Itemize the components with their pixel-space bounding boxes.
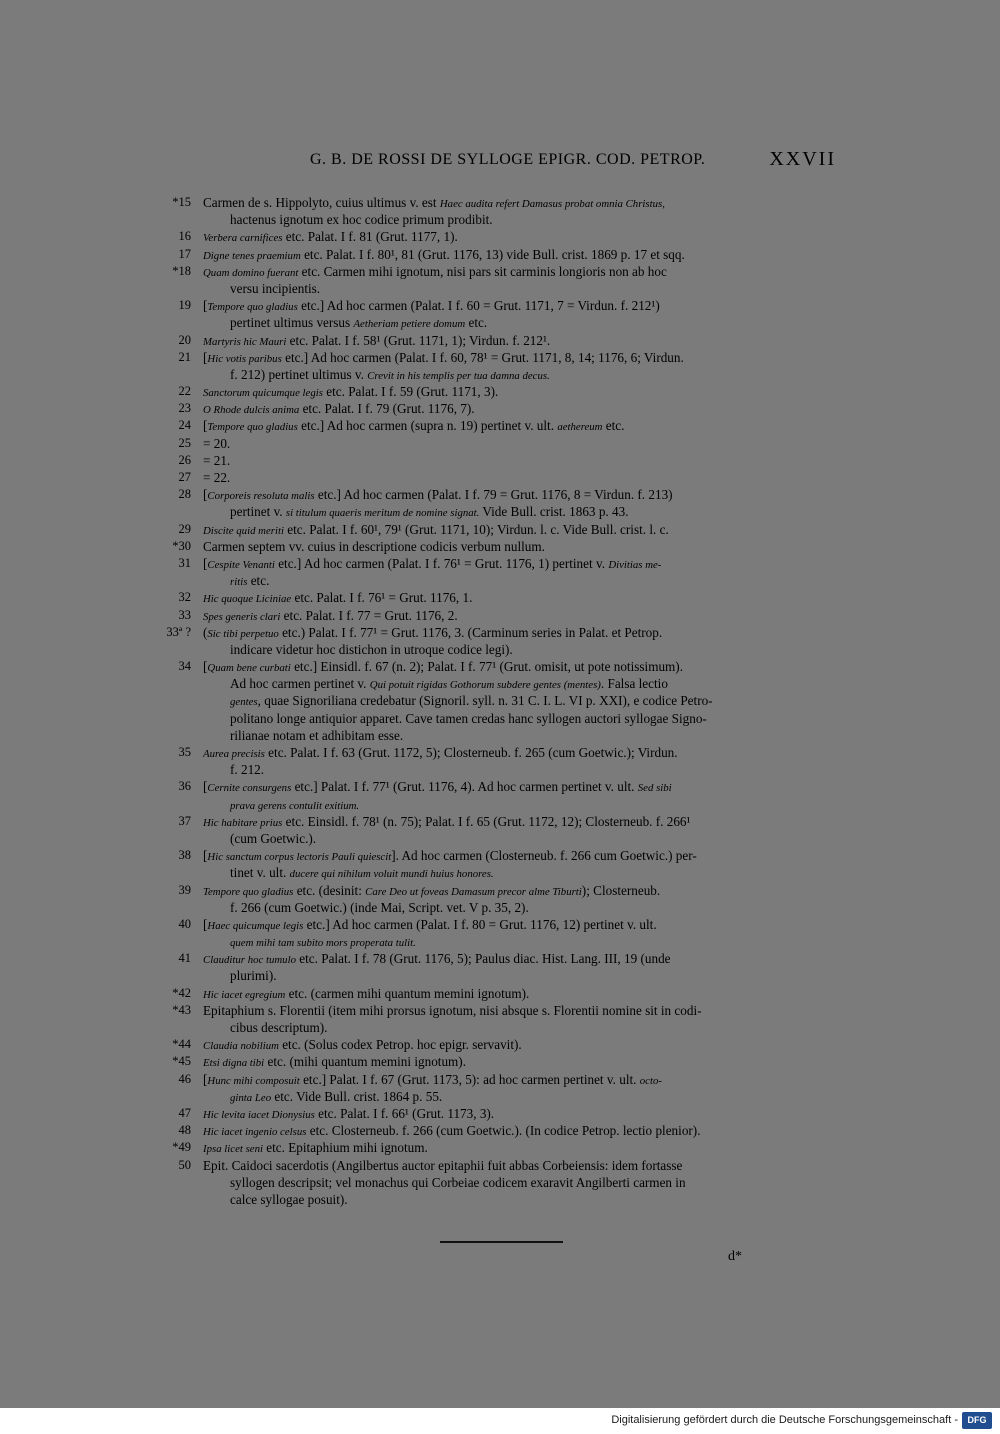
- entry-item: [160, 194, 838, 228]
- entry-number: 38: [178, 848, 191, 863]
- entry-text: rilianae notam et adhibitam esse.: [230, 727, 404, 743]
- entry-text: etc. Palat. I f. 77 = Grut. 1176, 2.: [280, 607, 458, 623]
- entry-line: [203, 1019, 838, 1036]
- incipit-text: Hic habitare prius: [203, 816, 283, 829]
- entry-number: 33ª ?: [166, 624, 191, 639]
- entry-line: [203, 641, 838, 658]
- entry-item: [160, 538, 838, 555]
- entry-text: etc. Epitaphium mihi ignotum.: [262, 1140, 428, 1156]
- entry-text: etc.] Ad hoc carmen (supra n. 19) pertinet v. ult.: [297, 418, 558, 434]
- entry-number: *43: [172, 1002, 191, 1017]
- entry-line: [203, 658, 838, 675]
- incipit-text: Tempore quo gladius: [207, 301, 298, 314]
- entry-line: [203, 710, 838, 727]
- entry-line: [203, 675, 838, 692]
- entry-item: [160, 263, 838, 297]
- entry-item: [160, 1105, 838, 1122]
- entry-line: [203, 916, 838, 933]
- entry-text: hactenus ignotum ex hoc codice primum prodibit.: [230, 212, 493, 228]
- entry-line: [203, 383, 838, 400]
- entry-line: [203, 967, 838, 984]
- entry-text: f. 266 (cum Goetwic.) (inde Mai, Script. vet. V p. 35, 2).: [230, 899, 529, 915]
- entry-text: [: [203, 848, 208, 864]
- entry-item: [160, 589, 838, 606]
- entry-line: [203, 228, 838, 245]
- entry-line: [203, 503, 838, 520]
- entry-number: *30: [172, 538, 191, 553]
- entry-line: [203, 607, 838, 624]
- incipit-text: Cernite consurgens: [207, 782, 292, 795]
- entry-item: [160, 383, 838, 400]
- entry-item: [160, 1139, 838, 1156]
- entry-line: [203, 417, 838, 434]
- entry-text: etc. Palat. I f. 76¹ = Grut. 1176, 1.: [291, 590, 473, 606]
- entry-number: 20: [178, 332, 191, 347]
- entry-item: [160, 916, 838, 950]
- entry-number: 48: [178, 1123, 191, 1138]
- incipit-text: Tempore quo gladius: [207, 421, 298, 434]
- entry-line: [203, 194, 838, 211]
- incipit-text: Cespite Venanti: [207, 558, 275, 571]
- incipit-text: Hic levita iacet Dionysius: [203, 1108, 315, 1121]
- entry-line: [203, 847, 838, 864]
- entry-text: etc. Palat. I f. 60¹, 79¹ (Grut. 1171, 10); Virdun. l. c. Vide Bull. crist. l. c.: [283, 521, 669, 537]
- entry-number: 40: [178, 916, 191, 931]
- entry-text: etc. (carmen mihi quantum memini ignotum).: [285, 985, 530, 1001]
- entry-item: [160, 452, 838, 469]
- entry-item: [160, 297, 838, 331]
- entry-text: (cum Goetwic.).: [230, 830, 317, 846]
- entry-text: . Falsa lectio: [600, 676, 668, 692]
- entry-text: [: [203, 916, 208, 932]
- entry-line: [203, 624, 838, 641]
- section-rule: [440, 1241, 563, 1243]
- entry-text: versu incipientis.: [230, 280, 321, 296]
- incipit-text: Martyris hic Mauri: [203, 335, 287, 348]
- entry-text: etc. (Solus codex Petrop. hoc epigr. servavit).: [278, 1037, 522, 1053]
- incipit-text: Hic quoque Liciniae: [203, 593, 292, 606]
- entry-number: 23: [178, 401, 191, 416]
- entry-text: plurimi).: [230, 968, 277, 984]
- incipit-text: Clauditur hoc tumulo: [203, 954, 296, 967]
- entry-line: [203, 882, 838, 899]
- entry-item: [160, 985, 838, 1002]
- incipit-text: Sed sibi: [637, 782, 672, 795]
- entry-text: etc.] Ad hoc carmen (Palat. I f. 80 = Grut. 1176, 12) pertinet v. ult.: [303, 916, 657, 932]
- incipit-text: si titulum quaeris meritum de nomine signat.: [285, 507, 480, 520]
- incipit-text: Hic sanctum corpus lectoris Pauli quiescit: [207, 851, 392, 864]
- entry-text: Ad hoc carmen pertinet v.: [230, 676, 370, 692]
- entry-text: etc.] Ad hoc carmen (Palat. I f. 76¹ = Grut. 1176, 1) pertinet v.: [274, 555, 609, 571]
- entry-text: syllogen descripsit; vel monachus qui Corbeiae codicem exaravit Angilberti carmen in: [230, 1174, 686, 1190]
- entry-text: etc. Carmen mihi ignotum, nisi pars sit carminis longioris non ab hoc: [298, 263, 667, 279]
- incipit-text: Hic votis paribus: [207, 352, 282, 365]
- entry-text: f. 212.: [230, 762, 265, 778]
- entry-text: [: [203, 298, 208, 314]
- entry-line: [203, 521, 838, 538]
- entry-number: 41: [178, 951, 191, 966]
- entry-number: *42: [172, 985, 191, 1000]
- entry-number: *44: [172, 1037, 191, 1052]
- entry-number: *49: [172, 1140, 191, 1155]
- entry-text: etc. Closterneub. f. 266 (cum Goetwic.). (In codice Petrop. lectio plenior).: [306, 1123, 701, 1139]
- entry-text: [: [203, 487, 208, 503]
- entry-text: tinet v. ult.: [230, 865, 290, 881]
- incipit-text: Haec audita refert Damasus probat omnia Christus,: [439, 198, 665, 210]
- incipit-text: gentes: [230, 696, 258, 709]
- entry-number: 32: [178, 590, 191, 605]
- entry-number: 34: [178, 659, 191, 674]
- entry-number: 33: [178, 607, 191, 622]
- entry-line: [203, 1088, 838, 1105]
- entry-item: [160, 882, 838, 916]
- entry-list: [160, 194, 838, 1208]
- entry-text: etc. Vide Bull. crist. 1864 p. 55.: [271, 1088, 443, 1104]
- incipit-text: Ipsa licet seni: [203, 1143, 263, 1156]
- incipit-text: O Rhode dulcis anima: [203, 404, 300, 417]
- entry-item: [160, 417, 838, 434]
- entry-line: [203, 864, 838, 881]
- incipit-text: ritis: [230, 576, 248, 589]
- entry-item: [160, 349, 838, 383]
- entry-item: [160, 521, 838, 538]
- entry-text: etc.] Palat. I f. 77¹ (Grut. 1176, 4). Ad hoc carmen pertinet v. ult.: [291, 779, 638, 795]
- entry-number: *45: [172, 1054, 191, 1069]
- dfg-logo-icon: DFG: [962, 1412, 992, 1429]
- entry-text: etc. Palat. I f. 59 (Grut. 1171, 3).: [322, 384, 499, 400]
- entry-text: = 20.: [203, 435, 231, 451]
- entry-number: 36: [178, 779, 191, 794]
- entry-item: [160, 1053, 838, 1070]
- incipit-text: quem mihi tam subito mors properata tulit.: [230, 937, 416, 950]
- funding-notice: Digitalisierung gefördert durch die Deutsche Forschungsgemeinschaft -: [611, 1414, 958, 1426]
- entry-line: [203, 1174, 838, 1191]
- entry-line: [203, 933, 838, 950]
- entry-line: [203, 830, 838, 847]
- page-number: XXVII: [769, 148, 836, 170]
- entry-line: [203, 1036, 838, 1053]
- entry-line: [203, 950, 838, 967]
- entry-line: [203, 899, 838, 916]
- entry-number: *18: [172, 263, 191, 278]
- entry-text: = 22.: [203, 470, 231, 485]
- entry-line: [203, 1105, 838, 1122]
- entry-line: [203, 211, 838, 228]
- incipit-text: Hunc mihi composuit: [207, 1074, 300, 1087]
- incipit-text: ginta Leo: [230, 1091, 272, 1104]
- entry-line: [203, 778, 838, 795]
- entry-item: [160, 228, 838, 245]
- entry-text: etc.] Ad hoc carmen (Palat. I f. 79 = Grut. 1176, 8 = Virdun. f. 213): [314, 487, 673, 503]
- entry-text: Epit. Caidoci sacerdotis (Angilbertus auctor epitaphii fuit abbas Corbeiensis: idem fortasse: [203, 1157, 683, 1173]
- entry-text: etc. Palat. I f. 63 (Grut. 1172, 5); Closterneub. f. 265 (cum Goetwic.); Virdun.: [264, 745, 678, 760]
- entry-number: 31: [178, 555, 191, 570]
- entry-number: 39: [178, 882, 191, 897]
- incipit-text: Etsi digna tibi: [203, 1057, 265, 1070]
- entry-line: [203, 1122, 838, 1139]
- incipit-text: Claudia nobilium: [203, 1040, 279, 1053]
- entry-item: [160, 1122, 838, 1139]
- entry-line: [203, 469, 838, 486]
- entry-text: etc. Einsidl. f. 78¹ (n. 75); Palat. I f. 65 (Grut. 1172, 12); Closterneub. f. 266¹: [282, 813, 691, 829]
- entry-item: [160, 469, 838, 486]
- incipit-text: Discite quid meriti: [203, 524, 284, 537]
- incipit-text: Divitias me-: [608, 558, 662, 571]
- entry-line: [203, 366, 838, 383]
- incipit-text: Tempore quo gladius: [203, 885, 294, 898]
- entry-line: [203, 538, 838, 555]
- entry-item: [160, 435, 838, 452]
- incipit-text: Quam bene curbati: [207, 662, 291, 675]
- entry-text: etc. Palat. I f. 66¹ (Grut. 1173, 3).: [314, 1105, 495, 1121]
- incipit-text: Aurea precisis: [203, 748, 265, 760]
- entry-text: etc. (desinit:: [293, 882, 366, 898]
- entry-text: etc. Palat. I f. 79 (Grut. 1176, 7).: [299, 401, 475, 417]
- entry-item: [160, 400, 838, 417]
- entry-text: etc.: [465, 315, 488, 331]
- incipit-text: octo-: [639, 1074, 662, 1087]
- entry-number: 28: [178, 487, 191, 502]
- entry-line: [203, 314, 838, 331]
- entry-line: [203, 692, 838, 709]
- incipit-text: Hic iacet ingenio celsus: [203, 1126, 307, 1139]
- entry-item: [160, 332, 838, 349]
- entry-text: etc.] Ad hoc carmen (Palat. I f. 60, 78¹ = Grut. 1171, 8, 14; 1176, 6; Virdun.: [281, 349, 684, 365]
- entry-line: [203, 1191, 838, 1208]
- entry-number: 46: [178, 1071, 191, 1086]
- incipit-text: Quam domino fuerant: [203, 266, 299, 279]
- entry-line: [203, 332, 838, 349]
- entry-number: 24: [178, 418, 191, 433]
- entry-line: [203, 727, 838, 744]
- entry-item: [160, 1071, 838, 1105]
- entry-item: [160, 744, 838, 778]
- entry-line: [203, 263, 838, 280]
- entry-text: etc. Palat. I f. 81 (Grut. 1177, 1).: [282, 229, 458, 245]
- running-title: G. B. DE ROSSI DE SYLLOGE EPIGR. COD. PETROP.: [310, 151, 706, 168]
- entry-text: etc.] Palat. I f. 67 (Grut. 1173, 5): ad hoc carmen pertinet v. ult.: [299, 1071, 640, 1087]
- entry-line: [203, 1139, 838, 1156]
- incipit-text: Haec quicumque legis: [207, 919, 304, 932]
- entry-text: etc. Palat. I f. 78 (Grut. 1176, 5); Paulus diac. Hist. Lang. III, 19 (unde: [295, 951, 671, 967]
- entry-line: [203, 280, 838, 297]
- signature-mark: d*: [728, 1249, 742, 1264]
- incipit-text: ducere qui nihilum voluit mundi huius honores.: [289, 868, 494, 881]
- entry-text: [: [203, 659, 208, 675]
- entry-text: Carmen septem vv. cuius in descriptione codicis verbum nullum.: [203, 538, 545, 554]
- entry-number: 16: [178, 229, 191, 244]
- entry-number: 29: [178, 521, 191, 536]
- entry-item: [160, 555, 838, 589]
- entry-text: etc.: [602, 418, 625, 434]
- entry-text: politano longe antiquior apparet. Cave tamen credas hanc syllogen auctori syllogae Signo-: [230, 710, 707, 726]
- incipit-text: aethereum: [557, 421, 603, 434]
- entry-item: [160, 950, 838, 984]
- entry-text: pertinet v.: [230, 504, 286, 520]
- entry-line: [203, 555, 838, 572]
- incipit-text: Qui potuit rigidas Gothorum subdere gentes (mentes): [369, 679, 601, 692]
- entry-item: [160, 778, 838, 812]
- entry-text: etc.: [247, 573, 270, 589]
- entry-number: 47: [178, 1105, 191, 1120]
- entry-number: 19: [178, 298, 191, 313]
- entry-item: [160, 486, 838, 520]
- entry-line: [203, 297, 838, 314]
- incipit-text: Digne tenes praemium: [203, 249, 301, 262]
- entry-line: [203, 400, 838, 417]
- entry-number: 26: [178, 452, 191, 467]
- entry-text: Epitaphium s. Florentii (item mihi prorsus ignotum, nisi absque s. Florentii nomine sit in codi-: [203, 1002, 702, 1018]
- entry-line: [203, 452, 838, 469]
- entry-number: 50: [178, 1157, 191, 1172]
- entry-line: [203, 744, 838, 761]
- entry-number: 22: [178, 384, 191, 399]
- incipit-text: Sic tibi perpetuo: [207, 627, 279, 640]
- entry-number: *15: [172, 195, 191, 209]
- entry-item: [160, 1002, 838, 1036]
- footer-bar: [0, 1408, 1000, 1434]
- entry-item: [160, 1157, 838, 1209]
- entry-item: [160, 1036, 838, 1053]
- entry-item: [160, 624, 838, 658]
- entry-text: calce syllogae posuit).: [230, 1191, 348, 1207]
- entry-text: (: [203, 624, 208, 640]
- entry-line: [203, 435, 838, 452]
- entry-text: etc. (mihi quantum memini ignotum).: [264, 1054, 466, 1070]
- page-header: [170, 148, 836, 172]
- entry-line: [203, 1071, 838, 1088]
- entry-line: [203, 796, 838, 813]
- entry-text: f. 212) pertinet ultimus v.: [230, 366, 368, 382]
- entry-text: [: [203, 418, 208, 434]
- entry-text: cibus descriptum).: [230, 1020, 328, 1035]
- entry-text: pertinet ultimus versus: [230, 315, 354, 331]
- incipit-text: Hic iacet egregium: [203, 988, 286, 1001]
- incipit-text: Verbera carnifices: [203, 232, 283, 245]
- entry-text: [: [203, 555, 208, 571]
- entry-text: [: [203, 779, 208, 795]
- entry-text: etc. Palat. I f. 58¹ (Grut. 1171, 1); Virdun. f. 212¹.: [286, 332, 551, 348]
- entry-line: [203, 1157, 838, 1174]
- entry-line: [203, 1002, 838, 1019]
- entry-number: 21: [178, 349, 191, 364]
- entry-text: [: [203, 349, 208, 365]
- incipit-text: Sanctorum quicumque legis: [203, 387, 323, 400]
- entry-number: 25: [178, 435, 191, 450]
- incipit-text: Spes generis clari: [203, 610, 281, 623]
- entry-line: [203, 813, 838, 830]
- incipit-text: prava gerens contulit exitium.: [230, 799, 360, 812]
- entry-item: [160, 813, 838, 847]
- entry-line: [203, 572, 838, 589]
- entry-text: [: [203, 1071, 208, 1087]
- entry-text: etc.) Palat. I f. 77¹ = Grut. 1176, 3. (Carminum series in Palat. et Petrop.: [278, 624, 663, 640]
- entry-text: = 21.: [203, 452, 231, 468]
- entry-text: Carmen de s. Hippolyto, cuius ultimus v. est: [203, 195, 440, 210]
- entry-text: ]. Ad hoc carmen (Closterneub. f. 266 cum Goetwic.) per-: [391, 848, 697, 864]
- entry-line: [203, 1053, 838, 1070]
- entry-item: [160, 847, 838, 881]
- entry-line: [203, 589, 838, 606]
- entry-number: 17: [178, 246, 191, 261]
- incipit-text: Aetheriam petiere domum: [353, 318, 466, 331]
- entry-text: etc.] Einsidl. f. 67 (n. 2); Palat. I f. 77¹ (Grut. omisit, ut pote notissimum).: [290, 659, 683, 675]
- entry-number: 35: [178, 745, 191, 759]
- entry-text: indicare videtur hoc distichon in utroque codice legi).: [230, 641, 513, 657]
- entry-line: [203, 486, 838, 503]
- incipit-text: Care Deo ut foveas Damasum precor alme Tiburti: [365, 885, 582, 898]
- entry-text: ); Closterneub.: [581, 882, 661, 898]
- entry-line: [203, 246, 838, 263]
- entry-text: etc. Palat. I f. 80¹, 81 (Grut. 1176, 13) vide Bull. crist. 1869 p. 17 et sqq.: [300, 246, 685, 262]
- entry-number: 37: [178, 813, 191, 828]
- incipit-text: Crevit in his templis per tua damna decus.: [367, 369, 550, 382]
- entry-line: [203, 349, 838, 366]
- entry-text: , quae Signoriliana credebatur (Signoril. syll. n. 31 C. I. L. VI p. XXI), e codice Petro-: [257, 693, 713, 709]
- entry-line: [203, 985, 838, 1002]
- entry-item: [160, 246, 838, 263]
- entry-number: 27: [178, 470, 191, 484]
- incipit-text: Corporeis resoluta malis: [207, 490, 315, 503]
- entry-line: [203, 761, 838, 778]
- entry-text: Vide Bull. crist. 1863 p. 43.: [479, 504, 629, 520]
- entry-text: etc.] Ad hoc carmen (Palat. I f. 60 = Grut. 1171, 7 = Virdun. f. 212¹): [297, 298, 660, 314]
- entry-item: [160, 607, 838, 624]
- entry-item: [160, 658, 838, 744]
